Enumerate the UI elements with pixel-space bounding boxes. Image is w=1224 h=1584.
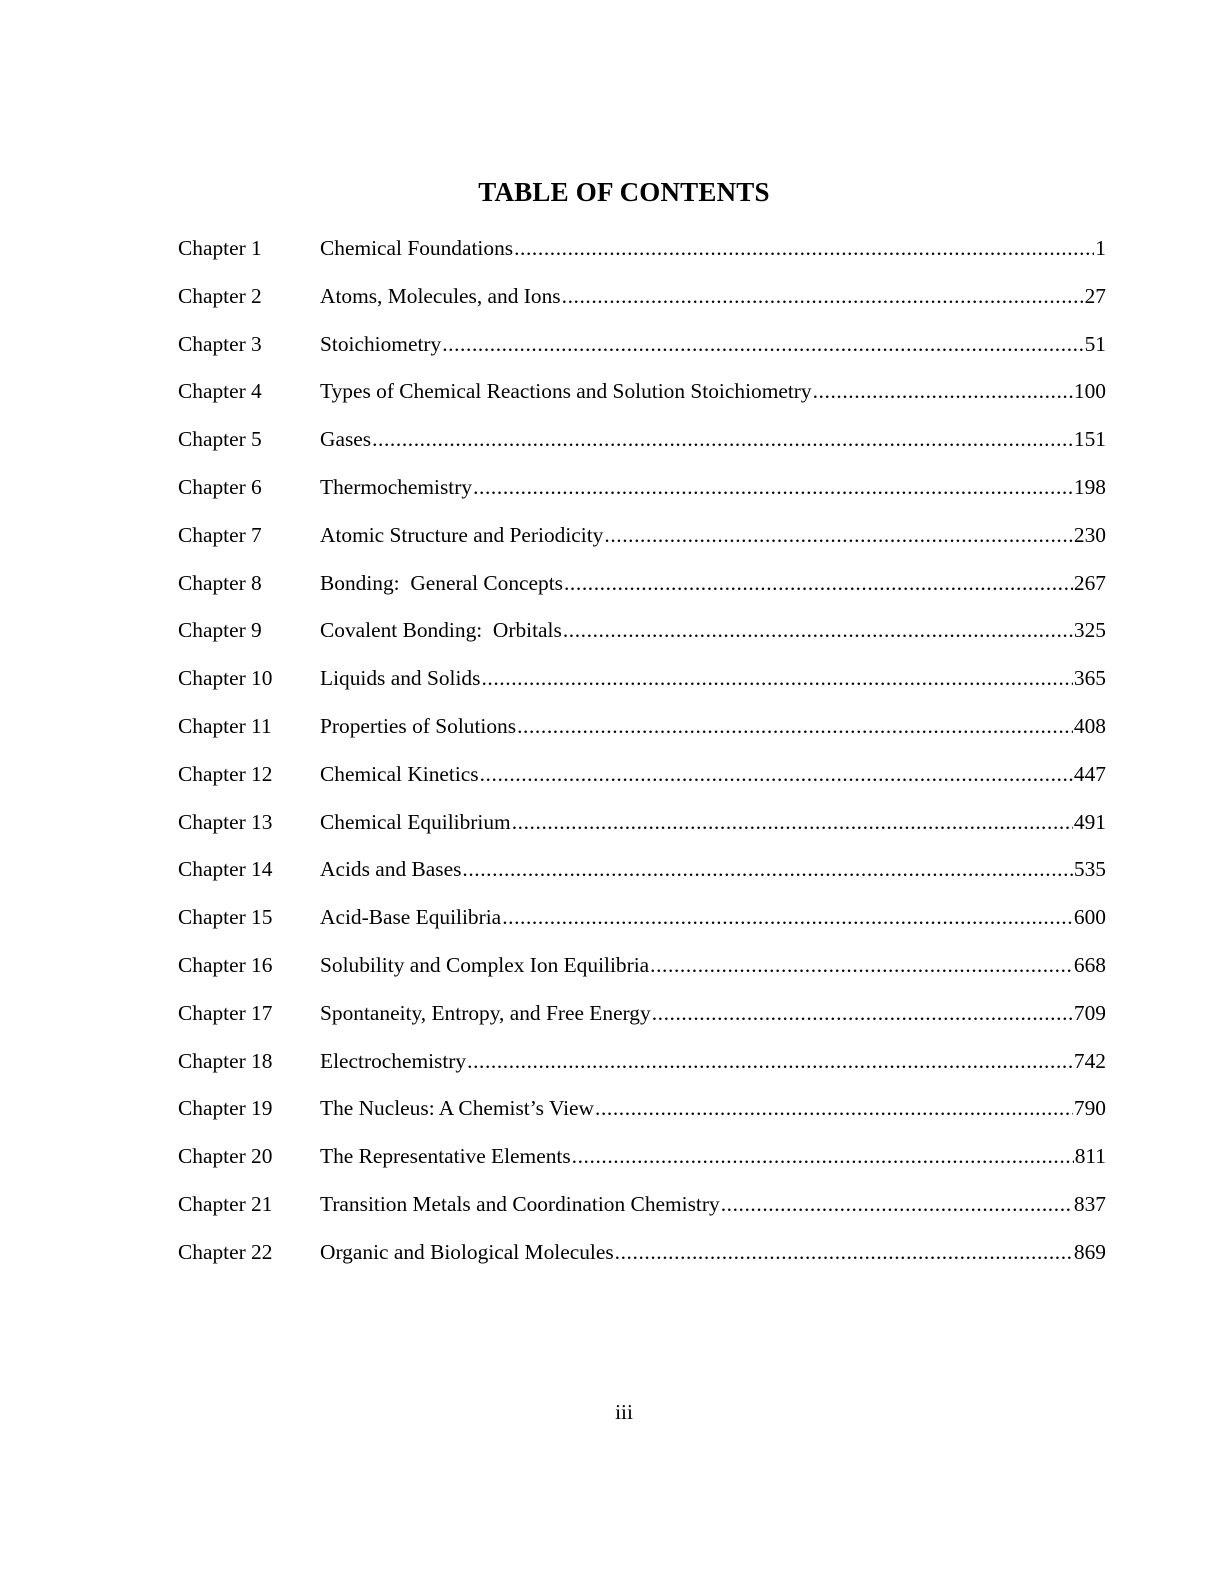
toc-dot-leader: [480, 754, 1073, 794]
toc-chapter-label: Chapter 10: [178, 666, 273, 691]
toc-entry[interactable]: [178, 849, 1106, 897]
toc-page-number: 198: [1073, 474, 1106, 499]
toc-chapter-title: Atomic Structure and Periodicity: [320, 522, 604, 547]
toc-page-number: 447: [1073, 761, 1106, 786]
toc-chapter-title: Liquids and Solids: [320, 666, 481, 691]
toc-entry[interactable]: [178, 1184, 1106, 1232]
toc-dot-leader: [512, 802, 1073, 842]
toc-chapter-label: Chapter 19: [178, 1096, 273, 1121]
toc-chapter-title: Types of Chemical Reactions and Solution Stoichiometry: [320, 379, 812, 404]
toc-page-number: 1: [1095, 236, 1106, 260]
toc-entry[interactable]: [178, 658, 1106, 706]
toc-chapter-label: Chapter 14: [178, 857, 273, 882]
toc-entry[interactable]: [178, 515, 1106, 563]
toc-chapter-title: Covalent Bonding: Orbitals: [320, 618, 562, 643]
toc-chapter-title: The Representative Elements: [320, 1144, 571, 1169]
toc-dot-leader: [615, 1232, 1073, 1272]
toc-entry[interactable]: [178, 228, 1106, 276]
toc-chapter-label: Chapter 8: [178, 570, 262, 595]
toc-dot-leader: [372, 419, 1073, 459]
toc-dot-leader: [517, 706, 1073, 746]
toc-page-number: 535: [1073, 857, 1106, 882]
toc-chapter-label: Chapter 17: [178, 1000, 273, 1025]
toc-entry[interactable]: [178, 802, 1106, 850]
toc-chapter-label: Chapter 1: [178, 236, 262, 260]
toc-dot-leader: [563, 610, 1073, 650]
toc-chapter-title: Organic and Biological Molecules: [320, 1239, 614, 1264]
toc-page-number: 811: [1074, 1144, 1106, 1169]
toc-entry[interactable]: [178, 993, 1106, 1041]
toc-chapter-label: Chapter 4: [178, 379, 262, 404]
toc-dot-leader: [813, 371, 1073, 411]
toc-dot-leader: [462, 849, 1073, 889]
toc-entry[interactable]: [178, 610, 1106, 658]
toc-entry[interactable]: [178, 754, 1106, 802]
toc-entry[interactable]: [178, 945, 1106, 993]
toc-chapter-title: Spontaneity, Entropy, and Free Energy: [320, 1000, 651, 1025]
toc-page-number: 600: [1073, 905, 1106, 930]
toc-dot-leader: [467, 1041, 1073, 1081]
toc-page-number: 230: [1073, 522, 1106, 547]
toc-chapter-title: Gases: [320, 427, 372, 452]
toc-entry[interactable]: [178, 324, 1106, 372]
toc-entry[interactable]: [178, 419, 1106, 467]
toc-page-number: 325: [1073, 618, 1106, 643]
toc-chapter-label: Chapter 6: [178, 474, 262, 499]
toc-chapter-title: Properties of Solutions: [320, 713, 517, 738]
footer-page-number: iii: [615, 1400, 633, 1424]
toc-dot-leader: [481, 658, 1072, 698]
toc-chapter-title: Acid-Base Equilibria: [320, 905, 502, 930]
toc-page-number: 837: [1073, 1191, 1106, 1216]
toc-chapter-title: The Nucleus: A Chemist’s View: [320, 1096, 595, 1121]
toc-chapter-title: Transition Metals and Coordination Chemistry: [320, 1191, 720, 1216]
toc-chapter-label: Chapter 15: [178, 905, 273, 930]
toc-dot-leader: [604, 515, 1073, 555]
toc-page-number: 51: [1084, 331, 1106, 356]
toc-entry[interactable]: [178, 467, 1106, 515]
toc-chapter-title: Electrochemistry: [320, 1048, 467, 1073]
toc-chapter-label: Chapter 5: [178, 427, 262, 452]
toc-chapter-label: Chapter 18: [178, 1048, 273, 1073]
toc-page-number: 267: [1073, 570, 1106, 595]
toc-entry[interactable]: [178, 1041, 1106, 1089]
toc-dot-leader: [595, 1088, 1073, 1128]
toc-chapter-label: Chapter 2: [178, 283, 262, 308]
toc-entry[interactable]: [178, 276, 1106, 324]
toc-page-number: 491: [1073, 809, 1106, 834]
toc-chapter-label: Chapter 12: [178, 761, 273, 786]
toc-chapter-title: Thermochemistry: [320, 474, 473, 499]
toc-dot-leader: [473, 467, 1073, 507]
toc-entry[interactable]: [178, 1232, 1106, 1280]
toc-page-number: 100: [1073, 379, 1106, 404]
toc-dot-leader: [562, 276, 1084, 316]
toc-page-number: 27: [1084, 283, 1106, 308]
toc-page-number: 151: [1073, 427, 1106, 452]
toc-chapter-label: Chapter 16: [178, 952, 273, 977]
toc-dot-leader: [514, 228, 1094, 268]
toc-page-number: 709: [1073, 1000, 1106, 1025]
toc-dot-leader: [721, 1184, 1073, 1224]
toc-dot-leader: [572, 1136, 1074, 1176]
toc-chapter-label: Chapter 22: [178, 1239, 273, 1264]
toc-chapter-title: Stoichiometry: [320, 331, 442, 356]
toc-chapter-title: Solubility and Complex Ion Equilibria: [320, 952, 650, 977]
toc-dot-leader: [650, 945, 1073, 985]
toc-dot-leader: [652, 993, 1073, 1033]
toc-entry[interactable]: [178, 1136, 1106, 1184]
toc-page-number: 869: [1073, 1239, 1106, 1264]
toc-chapter-label: Chapter 3: [178, 331, 262, 356]
toc-entry[interactable]: [178, 563, 1106, 611]
toc-chapter-label: Chapter 7: [178, 522, 262, 547]
toc-chapter-title: Chemical Equilibrium: [320, 809, 511, 834]
toc-dot-leader: [502, 897, 1073, 937]
toc-chapter-title: Acids and Bases: [320, 857, 462, 882]
toc-chapter-title: Chemical Kinetics: [320, 761, 479, 786]
toc-page-number: 668: [1073, 952, 1106, 977]
table-of-contents: [178, 228, 1106, 1280]
toc-chapter-title: Chemical Foundations: [320, 236, 514, 260]
toc-entry[interactable]: [178, 897, 1106, 945]
toc-chapter-label: Chapter 11: [178, 713, 272, 738]
toc-page-number: 365: [1073, 666, 1106, 691]
toc-dot-leader: [442, 324, 1083, 364]
toc-entry[interactable]: [178, 371, 1106, 419]
toc-page-number: 742: [1073, 1048, 1106, 1073]
toc-chapter-title: Atoms, Molecules, and Ions: [320, 283, 561, 308]
toc-entry[interactable]: [178, 706, 1106, 754]
toc-chapter-title: Bonding: General Concepts: [320, 570, 563, 595]
toc-chapter-label: Chapter 13: [178, 809, 273, 834]
toc-page-number: 790: [1073, 1096, 1106, 1121]
toc-chapter-label: Chapter 9: [178, 618, 262, 643]
page-title: TABLE OF CONTENTS: [478, 177, 770, 207]
toc-chapter-label: Chapter 20: [178, 1144, 273, 1169]
toc-entry[interactable]: [178, 1088, 1106, 1136]
toc-page-number: 408: [1073, 713, 1106, 738]
toc-dot-leader: [564, 563, 1073, 603]
toc-chapter-label: Chapter 21: [178, 1191, 273, 1216]
